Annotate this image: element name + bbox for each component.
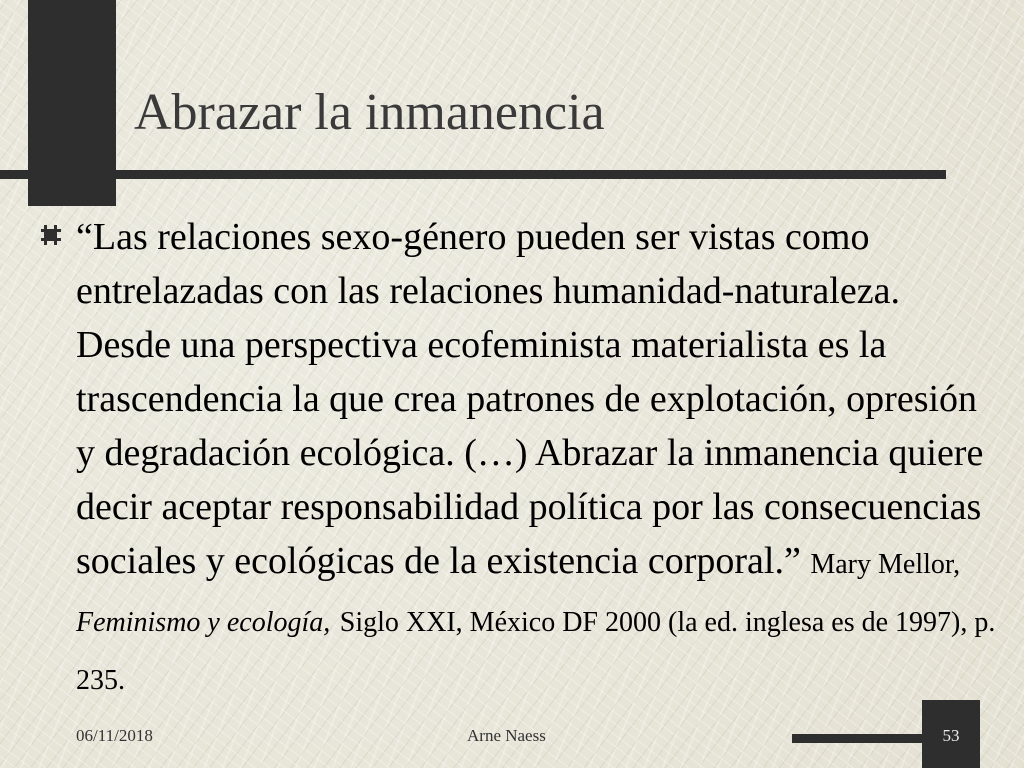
decorative-horizontal-rule xyxy=(0,170,946,179)
footer-decorative-bar xyxy=(792,734,922,743)
slide-page-number: 53 xyxy=(942,726,960,745)
citation-work: Feminismo y ecología, xyxy=(76,607,331,638)
footer-date: 06/11/2018 xyxy=(76,726,153,745)
citation-author: Mary Mellor, xyxy=(810,549,961,580)
quote-paragraph xyxy=(76,210,996,708)
quote-text: “Las relaciones sexo-género pueden ser vistas como entrelazadas con las relaciones humanidad-naturaleza. Desde una perspectiva ecofeminista materialista es la trascendencia la que crea patrones de explotación, opresión y degradación ecológica. (…) Abrazar la inmanencia quiere decir aceptar responsabilidad política por las consecuencias sociales y ecológicas de la existencia corporal.” xyxy=(76,216,984,582)
slide-title: Abrazar la inmanencia xyxy=(134,84,605,141)
footer-author: Arne Naess xyxy=(467,726,546,745)
citation-details: Siglo XXI, México DF 2000 (la ed. inglesa es de 1997), p. 235. xyxy=(76,607,996,696)
hash-square-bullet-icon xyxy=(40,224,62,246)
